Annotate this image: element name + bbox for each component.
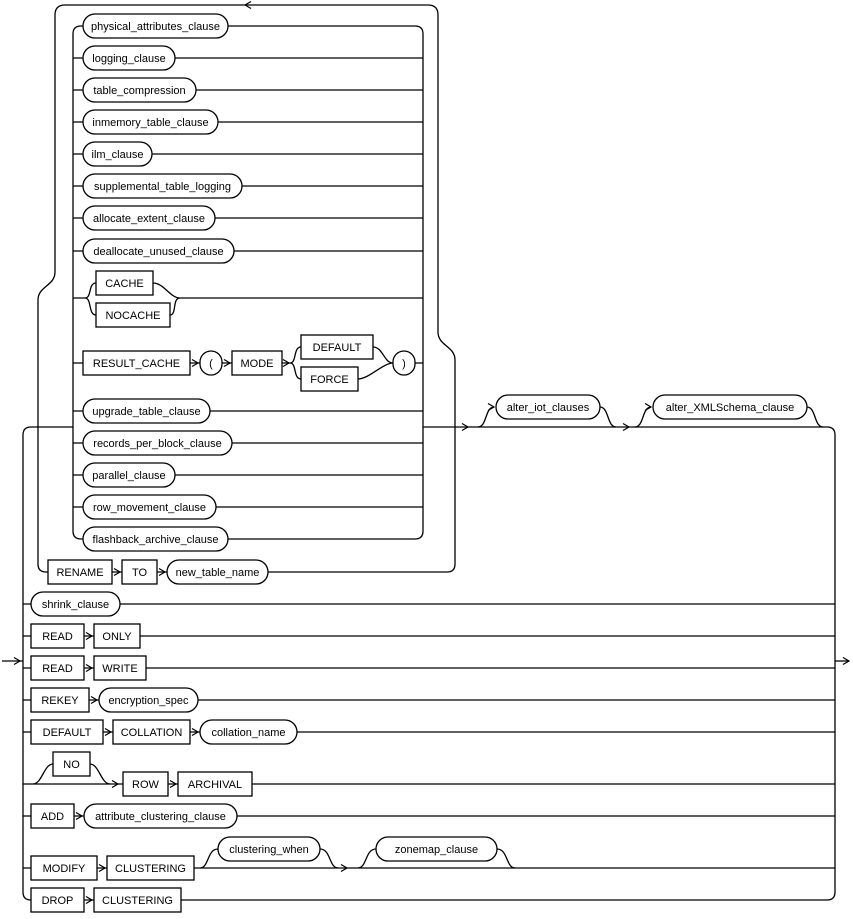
svg-text:DEFAULT: DEFAULT xyxy=(312,342,362,354)
svg-text:): ) xyxy=(402,358,406,370)
svg-text:inmemory_table_clause[interactable]: inmemory_table_clause xyxy=(92,117,209,129)
svg-text:ONLY: ONLY xyxy=(102,631,132,643)
svg-text:supplemental_table_logging[interactable]: supplemental_table_logging xyxy=(94,181,231,193)
node-alter-iot-clauses[interactable] xyxy=(496,395,600,419)
node-inmemory-table-clause[interactable] xyxy=(83,110,218,134)
svg-text:parallel_clause[interactable]: parallel_clause xyxy=(92,470,166,482)
node-shrink-clause[interactable] xyxy=(31,592,120,616)
node-default-keyword xyxy=(301,335,373,359)
node-row-movement-clause[interactable] xyxy=(83,495,216,519)
svg-text:ilm_clause[interactable]: ilm_clause xyxy=(91,149,144,161)
svg-text:CLUSTERING: CLUSTERING xyxy=(102,895,173,907)
node-table-compression[interactable] xyxy=(83,78,196,102)
svg-text:MODE: MODE xyxy=(240,358,274,370)
node-attribute-clustering-clause[interactable] xyxy=(84,804,237,828)
node-cache-keyword xyxy=(96,271,153,295)
node-rekey-keyword xyxy=(31,688,89,712)
node-to-keyword xyxy=(122,560,157,584)
svg-text:NO: NO xyxy=(63,759,80,771)
svg-text:DEFAULT: DEFAULT xyxy=(42,727,92,739)
node-default-collation-keyword xyxy=(31,720,103,744)
svg-text:alter_iot_clauses[interactable]: alter_iot_clauses xyxy=(506,402,590,414)
svg-text:ADD: ADD xyxy=(40,811,65,823)
node-add-keyword xyxy=(31,804,74,828)
node-upgrade-table-clause[interactable] xyxy=(83,399,210,423)
node-right-paren xyxy=(393,351,415,375)
svg-text:upgrade_table_clause[interactable]: upgrade_table_clause xyxy=(92,406,201,418)
node-collation-keyword xyxy=(113,720,190,744)
main-axis-and-merge-line xyxy=(423,427,835,892)
node-only-keyword xyxy=(94,624,140,648)
node-supplemental-table-logging[interactable] xyxy=(83,174,242,198)
node-collation-name[interactable] xyxy=(200,720,297,744)
svg-text:RESULT_CACHE: RESULT_CACHE xyxy=(92,358,181,370)
node-parallel-clause[interactable] xyxy=(83,463,175,487)
node-alter-xmlschema-clause[interactable] xyxy=(653,395,807,419)
svg-text:TO: TO xyxy=(131,567,148,579)
svg-text:attribute_clustering_clause[interactable]: attribute_clustering_clause xyxy=(95,811,226,823)
svg-text:CLUSTERING: CLUSTERING xyxy=(115,863,186,875)
node-read-keyword-write-row xyxy=(31,656,84,680)
svg-text:table_compression[interactable]: table_compression xyxy=(93,85,186,97)
node-mode-keyword xyxy=(232,351,282,375)
svg-text:zonemap_clause[interactable]: zonemap_clause xyxy=(394,844,479,856)
node-modify-keyword xyxy=(31,856,97,880)
svg-text:COLLATION: COLLATION xyxy=(120,727,183,739)
node-zonemap-clause[interactable] xyxy=(376,837,497,861)
svg-text:ROW: ROW xyxy=(132,779,159,791)
node-no-keyword xyxy=(53,752,90,776)
node-clustering-keyword-drop-row xyxy=(94,888,181,912)
clause-branch-split-line xyxy=(73,26,81,539)
svg-text:encryption_spec[interactable]: encryption_spec xyxy=(108,695,189,707)
svg-text:alter_XMLSchema_clause[interactable]: alter_XMLSchema_clause xyxy=(665,402,795,414)
svg-text:WRITE: WRITE xyxy=(102,663,138,675)
node-row-keyword xyxy=(123,772,168,796)
svg-text:READ: READ xyxy=(42,663,73,675)
node-clustering-when[interactable] xyxy=(218,837,320,861)
svg-text:NOCACHE: NOCACHE xyxy=(105,310,161,322)
svg-text:logging_clause[interactable]: logging_clause xyxy=(92,53,166,65)
node-logging-clause[interactable] xyxy=(83,46,175,70)
node-physical-attributes-clause[interactable] xyxy=(83,14,228,38)
svg-text:clustering_when[interactable]: clustering_when xyxy=(229,844,309,856)
svg-text:flashback_archive_clause[interactable]: flashback_archive_clause xyxy=(92,534,219,546)
node-left-paren xyxy=(200,351,222,375)
svg-text:row_movement_clause[interactable]: row_movement_clause xyxy=(92,502,207,514)
node-ilm-clause[interactable] xyxy=(83,142,152,166)
svg-text:ARCHIVAL: ARCHIVAL xyxy=(187,779,243,791)
node-write-keyword xyxy=(94,656,146,680)
svg-text:new_table_name[interactable]: new_table_name xyxy=(175,567,260,579)
svg-text:allocate_extent_clause[interactable]: allocate_extent_clause xyxy=(93,213,205,225)
node-read-keyword-only-row xyxy=(31,624,84,648)
svg-text:collation_name[interactable]: collation_name xyxy=(211,727,286,739)
svg-text:RENAME: RENAME xyxy=(56,567,104,579)
svg-text:MODIFY: MODIFY xyxy=(42,863,86,875)
svg-text:FORCE: FORCE xyxy=(310,374,349,386)
node-force-keyword xyxy=(301,367,358,391)
svg-text:(: ( xyxy=(209,358,213,370)
node-result-cache-keyword xyxy=(83,351,190,375)
svg-text:READ: READ xyxy=(42,631,73,643)
clause-branch-merge-line xyxy=(415,26,423,539)
svg-text:CACHE: CACHE xyxy=(105,278,144,290)
node-drop-keyword xyxy=(31,888,84,912)
svg-text:shrink_clause[interactable]: shrink_clause xyxy=(41,599,110,611)
svg-text:deallocate_unused_clause[interactable]: deallocate_unused_clause xyxy=(93,246,224,258)
node-flashback-archive-clause[interactable] xyxy=(83,527,228,551)
node-nocache-keyword xyxy=(96,303,170,327)
node-records-per-block-clause[interactable] xyxy=(83,431,232,455)
svg-text:DROP: DROP xyxy=(41,895,74,907)
node-encryption-spec[interactable] xyxy=(99,688,198,712)
svg-text:physical_attributes_clause[interactable]: physical_attributes_clause xyxy=(90,21,221,33)
svg-text:REKEY: REKEY xyxy=(41,695,79,707)
node-new-table-name[interactable] xyxy=(167,560,268,584)
node-archival-keyword xyxy=(178,772,252,796)
node-rename-keyword xyxy=(48,560,112,584)
node-allocate-extent-clause[interactable] xyxy=(83,206,215,230)
svg-text:records_per_block_clause[interactable]: records_per_block_clause xyxy=(93,438,222,450)
node-deallocate-unused-clause[interactable] xyxy=(83,239,234,263)
node-clustering-keyword-modify-row xyxy=(107,856,194,880)
